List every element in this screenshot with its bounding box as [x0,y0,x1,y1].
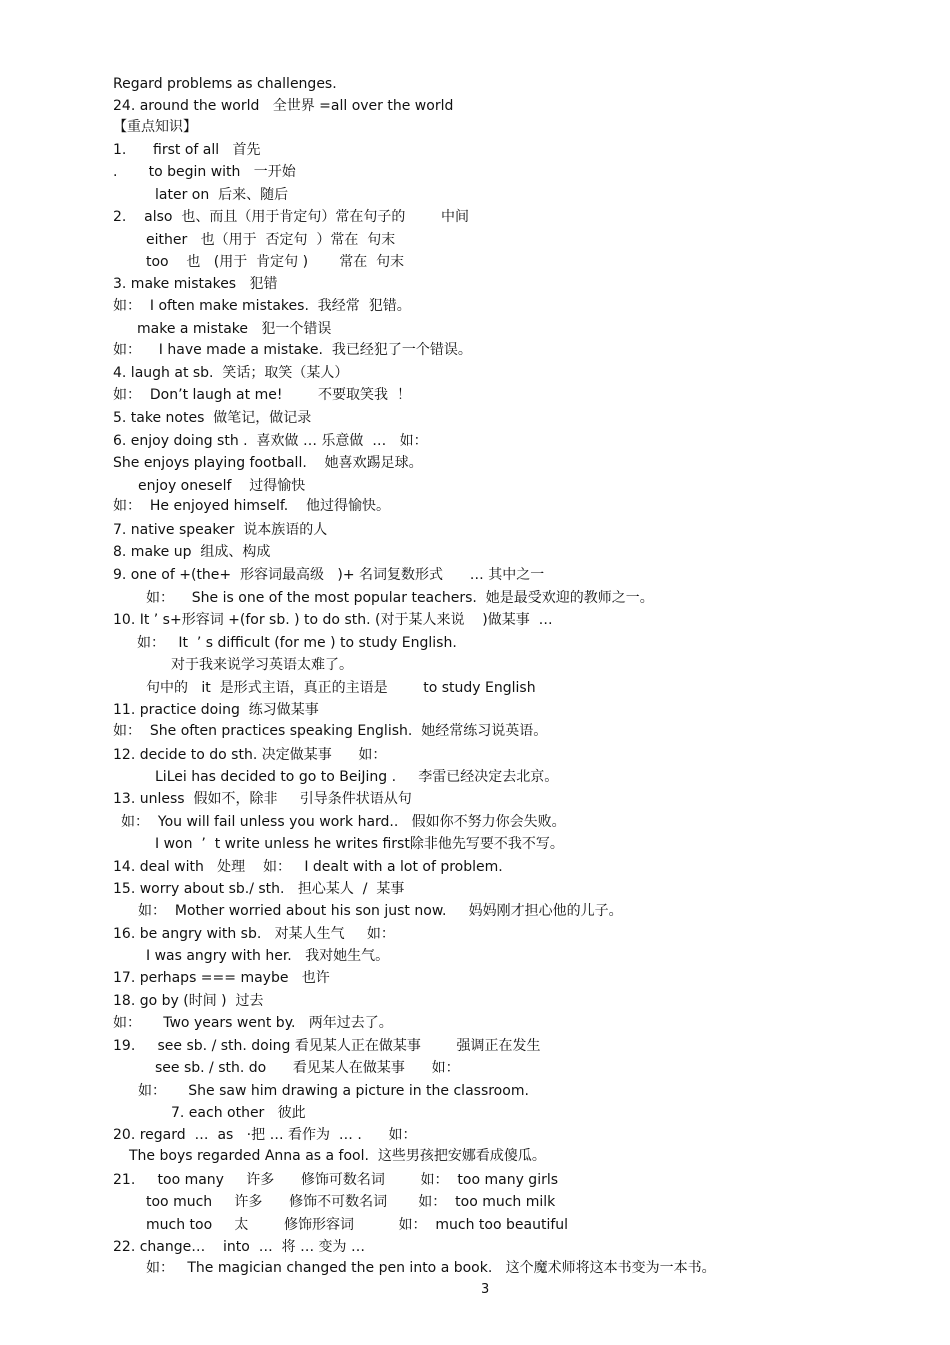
text-line: 15. worry about sb./ sth. 担心某人 / 某事 [113,881,405,897]
text-line: 如： It ’ s difficult (for me ) to study English. [137,635,457,651]
text-line: 5. take notes 做笔记，做记录 [113,410,312,426]
text-line: 如： Don’t laugh at me! 不要取笑我 ！ [113,387,411,403]
text-line: 3. make mistakes 犯错 [113,276,278,292]
text-line: 14. deal with 处理 如： I dealt with a lot of problem. [113,859,503,875]
text-line: 对于我来说学习英语太难了。 [171,657,353,673]
text-line: I won ’ t write unless he writes first除非他先写要不我不写。 [155,836,564,852]
text-line: 12. decide to do sth. 决定做某事 如： [113,747,387,763]
text-line: 16. be angry with sb. 对某人生气 如： [113,926,395,942]
text-line: later on 后来、随后 [155,187,289,203]
text-line: The boys regarded Anna as a fool. 这些男孩把安娜看成傻瓜。 [129,1148,546,1164]
text-line: Regard problems as challenges. [113,76,337,92]
text-line: 6. enjoy doing sth . 喜欢做 … 乐意做 … 如： [113,433,428,449]
text-line: see sb. / sth. do 看见某人在做某事 如： [155,1060,460,1076]
text-line: 21. too many 许多 修饰可数名词 如： too many girls [113,1172,559,1188]
text-line: 2. also 也、而且（用于肯定句）常在句子的 中间 [113,209,469,225]
text-line: too 也 (用于 肯定句 ) 常在 句末 [146,254,405,270]
text-line: LiLei has decided to go to BeiJing . 李雷已经决定去北京。 [155,769,559,785]
text-line: 1. first of all 首先 [113,142,261,158]
text-line: 如： Mother worried about his son just now. 妈妈刚才担心他的儿子。 [138,903,623,919]
text-line: 8. make up 组成、构成 [113,544,271,560]
section-heading: 【重点知识】 [113,119,197,135]
text-line: 11. practice doing 练习做某事 [113,702,319,718]
text-line: 19. see sb. / sth. doing 看见某人正在做某事 强调正在发生 [113,1038,541,1054]
text-line: 17. perhaps === maybe 也许 [113,970,330,986]
text-line: 如： You will fail unless you work hard.. 假如你不努力你会失败。 [121,814,566,830]
text-line: 22. change… into … 将 … 变为 … [113,1239,366,1255]
text-line: 如： Two years went by. 两年过去了。 [113,1015,393,1031]
text-line: 4. laugh at sb. 笑话；取笑（某人） [113,365,349,381]
text-line: 24. around the world 全世界 =all over the world [113,98,454,114]
text-line: 如： The magician changed the pen into a book. 这个魔术师将这本书变为一本书。 [146,1260,716,1276]
text-line: 如： He enjoyed himself. 他过得愉快。 [113,498,391,514]
text-line: 如： I have made a mistake. 我已经犯了一个错误。 [113,342,472,358]
text-line: either 也（用于 否定句 ）常在 句末 [146,232,396,248]
text-line: She enjoys playing football. 她喜欢踢足球。 [113,455,423,471]
text-line: . to begin with 一开始 [113,164,296,180]
text-line: 句中的 it 是形式主语，真正的主语是 to study English [146,680,536,696]
text-line: too much 许多 修饰不可数名词 如： too much milk [146,1194,556,1210]
text-line: 10. It ’ s+形容词 +(for sb. ) to do sth. (对于某人来说 )做某事 … [113,612,553,628]
text-line: 7. each other 彼此 [171,1105,306,1121]
page-number: 3 [481,1282,490,1297]
text-line: 如： She saw him drawing a picture in the classroom. [138,1083,529,1099]
text-line: I was angry with her. 我对她生气。 [146,948,390,964]
text-line: 13. unless 假如不，除非 引导条件状语从句 [113,791,412,807]
text-line: 如： She often practices speaking English. 她经常练习说英语。 [113,723,548,739]
text-line: 7. native speaker 说本族语的人 [113,522,328,538]
text-line: 9. one of +(the+ 形容词最高级 )+ 名词复数形式 … 其中之一 [113,567,545,583]
text-line: 20. regard … as ·把 … 看作为 … . 如： [113,1127,417,1143]
text-line: 18. go by (时间 ) 过去 [113,993,264,1009]
text-line: 如： I often make mistakes. 我经常 犯错。 [113,298,411,314]
text-line: enjoy oneself 过得愉快 [138,478,306,494]
text-line: 如： She is one of the most popular teachers. 她是最受欢迎的教师之一。 [146,590,654,606]
text-line: much too 太 修饰形容词 如： much too beautiful [146,1217,569,1233]
text-line: make a mistake 犯一个错误 [137,321,332,337]
